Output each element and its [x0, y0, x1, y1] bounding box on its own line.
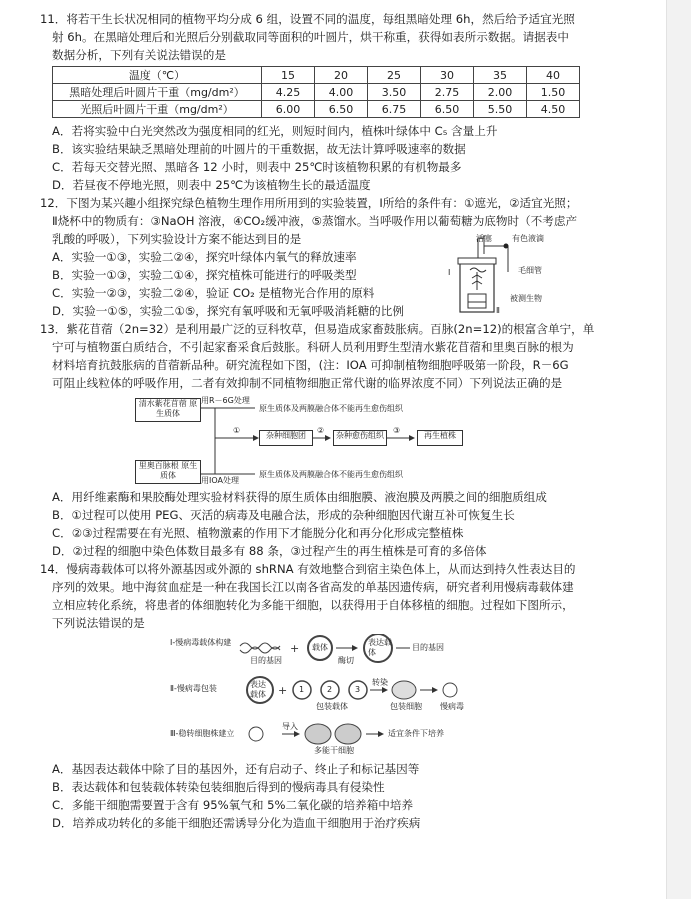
q11-option-b: B．该实验结果缺乏黑暗处理前的叶圆片的干重数据，故无法计算呼吸速率的数据: [52, 142, 466, 156]
table-cell: 1.50: [527, 84, 580, 101]
table-header-row: [53, 67, 580, 84]
q11-stem-line1: 11．将若干生长状况相同的植物平均分成 6 组，设置不同的温度，每组黑暗处理 6h，然后给予适宜光照: [40, 12, 575, 26]
q13-stem-line2: 宁可与植物蛋白质结合，不引起家畜采食后鼓胀。科研人员利用野生型清水紫花苜蓿和里奥百脉的根为: [52, 340, 574, 354]
table-cell: 4.25: [262, 84, 315, 101]
q11-stem-line3: 数据分析，下列有关说法错误的是: [52, 48, 226, 62]
table-cell: 6.00: [262, 101, 315, 118]
vertical-scrollbar[interactable]: [666, 0, 691, 899]
table-cell: 4.00: [315, 84, 368, 101]
step-2: ②: [317, 426, 325, 435]
label-stopper: 活塞: [476, 234, 492, 243]
table-header-cell: 35: [474, 67, 527, 84]
label-target-gene: 目的基因: [250, 656, 282, 665]
note-no-callus-2: 原生质体及两膜融合体不能再生愈伤组织: [259, 470, 403, 479]
table-cell: 6.50: [421, 101, 474, 118]
node-hybrid-cell-mass: 杂种细胞团: [259, 430, 313, 446]
q14-lentivirus-figure: [170, 634, 490, 754]
q12-option-a: A．实验一①③，实验二②④，探究叶绿体内氧气的释放速率: [52, 250, 357, 264]
label-pack-3: 3: [355, 685, 361, 694]
node-regenerated-plant: 再生植株: [417, 430, 463, 446]
label-packaging-vector: 包装载体: [316, 702, 348, 711]
table-cell: 6.50: [315, 101, 368, 118]
label-pack-1: 1: [299, 685, 305, 694]
q13-option-b: B．①过程可以使用 PEG、灭活的病毒及电融合法，形成的杂种细胞因代谢互补可恢复生长: [52, 508, 515, 522]
table-cell: 4.50: [527, 101, 580, 118]
table-cell: 2.75: [421, 84, 474, 101]
q13-option-c: C．②③过程需要在有光照、植物激素的作用下才能脱分化和再分化形成完整植株: [52, 526, 464, 540]
q11-option-a: A．若将实验中白光突然改为强度相同的红光，则短时间内，植株叶绿体中 C₅ 含量上升: [52, 124, 498, 138]
table-row: [53, 84, 580, 101]
q13-stem-line1: 13．紫花苜蓿（2n=32）是利用最广泛的豆科牧草，但易造成家畜鼓胀病。百脉(2n=12)的根富含单宁，单: [40, 322, 595, 336]
label-lentivirus: 慢病毒: [440, 702, 464, 711]
box-lotus-protoplast: 里奥百脉根 原生质体: [135, 460, 201, 484]
table-cell: 2.00: [474, 84, 527, 101]
q11-data-table: [52, 66, 580, 118]
table-row: [53, 101, 580, 118]
svg-text:+: +: [290, 642, 300, 655]
table-header-cell: 40: [527, 67, 580, 84]
q14-stem-line3: 立相应转化系统，将患者的体细胞转化为多能干细胞，以获得用于自体移植的细胞。过程如下图所示，: [52, 598, 574, 612]
q14-option-d: D．培养成功转化的多能干细胞还需诱导分化为造血干细胞用于治疗疾病: [52, 816, 421, 830]
label-target-gene-2: 目的基因: [412, 643, 444, 652]
table-header-cell: 温度（℃）: [53, 67, 262, 84]
step-3: ③: [393, 426, 401, 435]
table-header-cell: 30: [421, 67, 474, 84]
q12-stem-line1: 12．下图为某兴趣小组探究绿色植物生理作用所用到的实验装置，Ⅰ所给的条件有：①遮光，②适宜光照；: [40, 196, 578, 210]
q13-option-a: A．用纤维素酶和果胶酶处理实验材料获得的原生质体由细胞膜、液泡膜及两膜之间的细胞质组成: [52, 490, 547, 504]
label-vector: 载体: [312, 643, 328, 652]
q11-stem-line2: 射 6h。在黑暗处理后和光照后分别截取同等面积的叶圆片，烘干称重，获得如表所示数据。请据表中: [52, 30, 569, 44]
q13-stem-line3: 材料培育抗鼓胀病的苜蓿新品种。研究流程如下图，(注：IOA 可抑制植物细胞呼吸第一阶段，R－6G: [52, 358, 569, 372]
note-no-callus-1: 原生质体及两膜融合体不能再生愈伤组织: [259, 404, 403, 413]
row-label-packaging: Ⅱ-慢病毒包装: [170, 684, 217, 693]
label-pack-2: 2: [327, 685, 333, 694]
q12-apparatus-figure: [448, 232, 568, 316]
table-cell: 6.75: [368, 101, 421, 118]
apparatus-diagram: [448, 232, 568, 316]
svg-text:+: +: [278, 684, 288, 697]
q13-flow-figure: [135, 396, 495, 486]
label-capillary: 毛细管: [518, 266, 542, 275]
q11-option-d: D．若昼夜不停地光照，则表中 25℃为该植物生长的最适温度: [52, 178, 371, 192]
label-expression-vector: 表达载体: [368, 638, 392, 657]
q12-option-b: B．实验一①③，实验二①④，探究植株可能进行的呼吸类型: [52, 268, 357, 282]
q14-stem-line1: 14．慢病毒载体可以将外源基因或外源的 shRNA 有效地整合到宿主染色体上，从而达到持久性表达目的: [40, 562, 576, 576]
label-roman-1: Ⅰ: [448, 268, 451, 277]
label-test-organism: 被测生物: [510, 294, 542, 303]
row-label-vector-construction: Ⅰ-慢病毒载体构建: [170, 638, 232, 647]
q13-option-d: D．②过程的细胞中染色体数目最多有 88 条，③过程产生的再生植株是可育的多倍体: [52, 544, 487, 558]
table-header-cell: 25: [368, 67, 421, 84]
q14-stem-line2: 序列的效果。地中海贫血症是一种在我国长江以南各省高发的单基因遗传病，研究者利用慢病毒载体建: [52, 580, 574, 594]
node-hybrid-callus: 杂种愈伤组织: [333, 430, 387, 446]
q11-option-c: C．若每天交替光照、黑暗各 12 小时，则表中 25℃时该植物积累的有机物最多: [52, 160, 462, 174]
label-r6g-treatment: 用R－6G处理: [201, 396, 250, 405]
label-import: 导入: [282, 722, 298, 731]
q14-option-a: A．基因表达载体中除了目的基因外，还有启动子、终止子和标记基因等: [52, 762, 420, 776]
label-pluripotent-stem-cell: 多能干细胞: [314, 746, 354, 755]
q14-option-b: B．表达载体和包装载体转染包装细胞后得到的慢病毒具有侵染性: [52, 780, 385, 794]
table-header-cell: 15: [262, 67, 315, 84]
label-expression-vector-2: 表达载体: [250, 680, 266, 699]
table-cell: 5.50: [474, 101, 527, 118]
row-label-stable-line: Ⅲ-稳转细胞株建立: [170, 729, 235, 738]
label-ioa-treatment: 用IOA处理: [201, 476, 239, 485]
label-transfection: 转染: [372, 678, 388, 687]
table-cell: 光照后叶圆片干重（mg/dm²）: [53, 101, 262, 118]
q14-stem-line4: 下列说法错误的是: [52, 616, 145, 630]
label-enzyme-cut: 酶切: [338, 656, 354, 665]
q14-option-c: C．多能干细胞需要置于含有 95%氧气和 5%二氧化碳的培养箱中培养: [52, 798, 414, 812]
step-1: ①: [233, 426, 241, 435]
q12-stem-line2: Ⅱ烧杯中的物质有：③NaOH 溶液，④CO₂缓冲液，⑤蒸馏水。当呼吸作用以葡萄糖为底物时（不考虑产: [52, 214, 578, 228]
table-header-cell: 20: [315, 67, 368, 84]
label-culture-conditions: 适宜条件下培养: [388, 729, 444, 738]
box-alfalfa-protoplast: 清水紫花苜蓿 原生质体: [135, 398, 201, 422]
table-cell: 黑暗处理后叶圆片干重（mg/dm²）: [53, 84, 262, 101]
label-colored-droplet: 有色液滴: [512, 234, 544, 243]
label-packaging-cell: 包装细胞: [390, 702, 422, 711]
table-cell: 3.50: [368, 84, 421, 101]
q12-stem-line3: 乳酸的呼吸），下列实验设计方案不能达到目的是: [52, 232, 302, 246]
q12-option-c: C．实验一②③，实验二②④，验证 CO₂ 是植物光合作用的原料: [52, 286, 375, 300]
label-roman-2: Ⅱ: [496, 306, 500, 315]
q13-stem-line4: 可阻止线粒体的呼吸作用，二者有效抑制不同植物细胞正常代谢的临界浓度不同）下列说法正确的是: [52, 376, 563, 390]
q12-option-d: D．实验一①⑤，实验二①⑤，探究有氧呼吸和无氧呼吸消耗糖的比例: [52, 304, 404, 318]
